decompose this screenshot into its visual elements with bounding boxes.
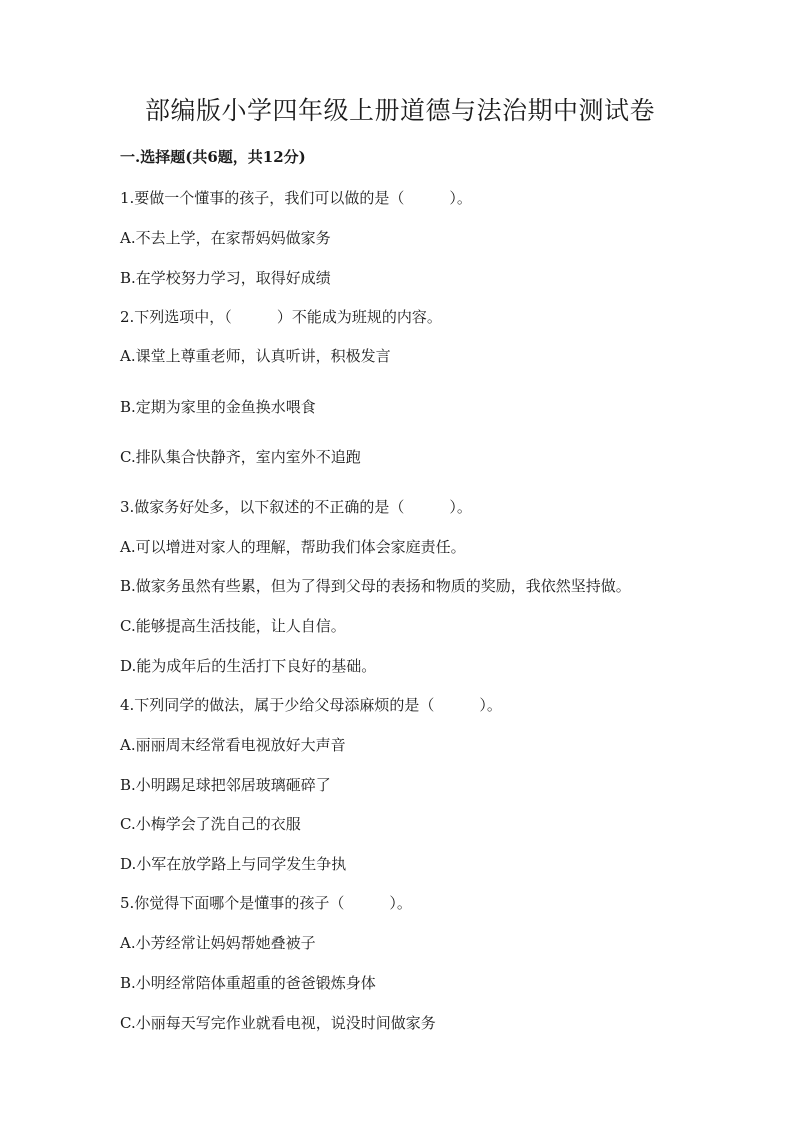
option-1a: A.不去上学，在家帮妈妈做家务 xyxy=(120,229,331,247)
option-2c: C.排队集合快静齐，室内室外不追跑 xyxy=(120,448,361,466)
option-3b: B.做家务虽然有些累，但为了得到父母的表扬和物质的奖励，我依然坚持做。 xyxy=(120,577,631,595)
question-4: 4.下列同学的做法，属于少给父母添麻烦的是（ ）。 xyxy=(120,696,502,714)
option-5c: C.小丽每天写完作业就看电视，说没时间做家务 xyxy=(120,1014,436,1032)
option-4a: A.丽丽周末经常看电视放好大声音 xyxy=(120,736,346,754)
option-4b: B.小明踢足球把邻居玻璃砸碎了 xyxy=(120,776,331,794)
section-heading: 一.选择题(共6题，共12分) xyxy=(120,148,306,166)
question-3: 3.做家务好处多，以下叙述的不正确的是（ ）。 xyxy=(120,498,472,516)
option-2a: A.课堂上尊重老师，认真听讲，积极发言 xyxy=(120,347,391,365)
question-1: 1.要做一个懂事的孩子，我们可以做的是（ ）。 xyxy=(120,189,472,207)
option-4d: D.小军在放学路上与同学发生争执 xyxy=(120,855,347,873)
option-5b: B.小明经常陪体重超重的爸爸锻炼身体 xyxy=(120,974,376,992)
option-3d: D.能为成年后的生活打下良好的基础。 xyxy=(120,657,377,675)
question-5: 5.你觉得下面哪个是懂事的孩子（ ）。 xyxy=(120,894,412,912)
option-3a: A.可以增进对家人的理解，帮助我们体会家庭责任。 xyxy=(120,538,466,556)
option-5a: A.小芳经常让妈妈帮她叠被子 xyxy=(120,934,316,952)
page-title: 部编版小学四年级上册道德与法治期中测试卷 xyxy=(144,96,655,125)
option-3c: C.能够提高生活技能，让人自信。 xyxy=(120,617,346,635)
option-1b: B.在学校努力学习，取得好成绩 xyxy=(120,269,331,287)
option-4c: C.小梅学会了洗自己的衣服 xyxy=(120,815,301,833)
option-2b: B.定期为家里的金鱼换水喂食 xyxy=(120,398,316,416)
question-2: 2.下列选项中，（ ）不能成为班规的内容。 xyxy=(120,308,442,326)
